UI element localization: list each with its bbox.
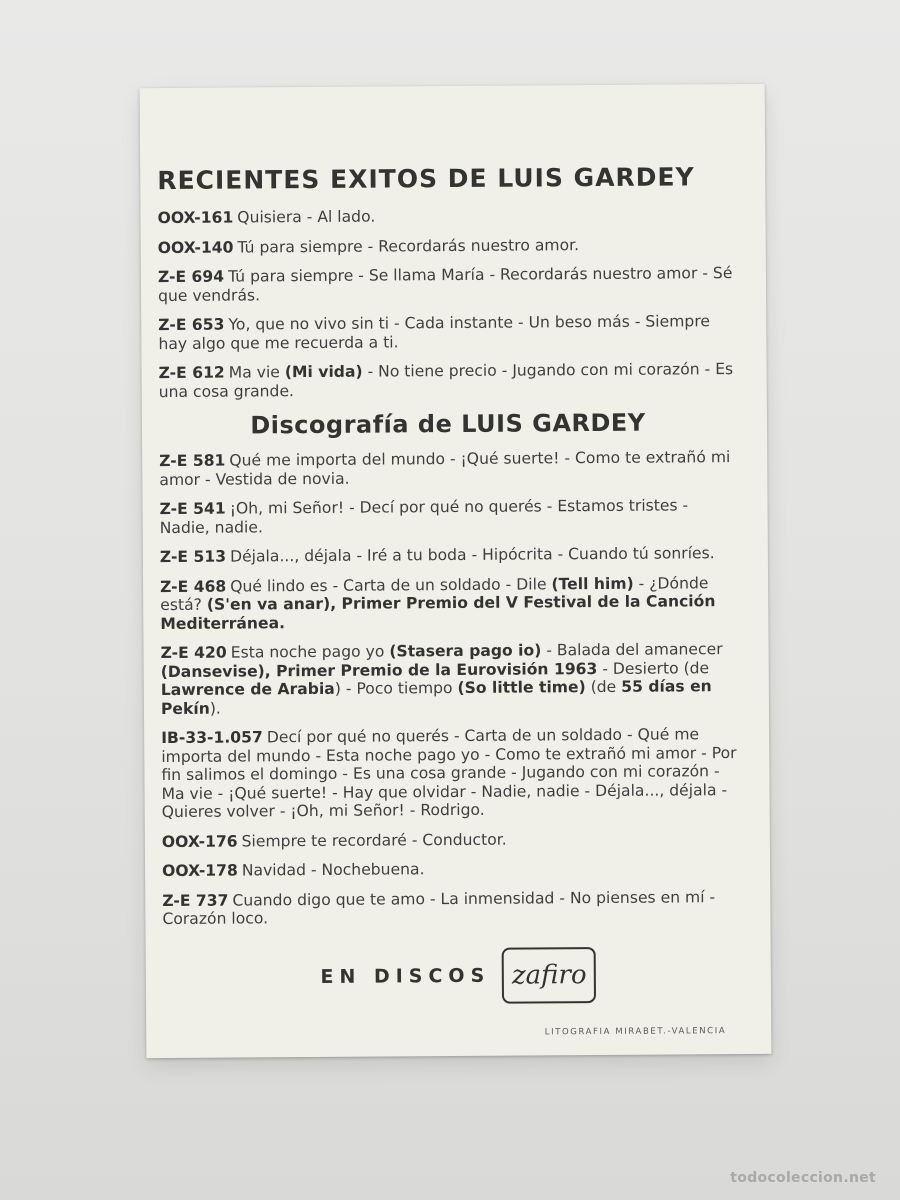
song-titles: Yo, que no vivo sin ti - Cada instante - Un beso más - Siempre hay algo que me recuerda a ti. bbox=[158, 312, 711, 353]
catalog-number: Z-E 737 bbox=[162, 891, 229, 910]
song-titles: - No tiene precio - Jugando con mi corazón - Es una cosa grande. bbox=[158, 360, 734, 401]
catalog-number: Z-E 513 bbox=[159, 547, 227, 567]
catalog-entry bbox=[162, 858, 740, 881]
song-title-emphasis: 55 días en Pekín bbox=[160, 677, 712, 718]
catalog-entry bbox=[159, 448, 737, 489]
song-titles: Esta noche pago yo bbox=[230, 642, 390, 662]
catalog-entry bbox=[157, 205, 735, 228]
catalog-entry bbox=[160, 574, 738, 634]
catalog-number: Z-E 468 bbox=[160, 577, 227, 596]
song-titles: - ¿Dónde está? bbox=[160, 573, 709, 615]
song-title-emphasis: (So little time) bbox=[457, 678, 586, 697]
catalog-entry bbox=[158, 312, 736, 353]
catalog-number: Z-E 612 bbox=[158, 363, 225, 383]
song-title-emphasis: (Stasera pago io) bbox=[389, 641, 542, 661]
catalog-entry bbox=[162, 829, 740, 852]
song-titles: ) - Poco tiempo bbox=[334, 678, 458, 698]
song-titles: Déjala..., déjala - Iré a tu boda - Hipócrita - Cuando tú sonríes. bbox=[229, 544, 715, 566]
card-content bbox=[157, 162, 740, 940]
watermark: todocoleccion.net bbox=[730, 1170, 876, 1186]
catalog-number: Z-E 581 bbox=[159, 451, 226, 471]
catalog-number: OOX-140 bbox=[157, 238, 234, 257]
song-titles: Qué me importa del mundo - ¡Qué suerte! - Como te extrañó mi amor - Vestida de novia. bbox=[159, 448, 731, 489]
song-titles: Ma vie bbox=[228, 363, 285, 382]
song-title-emphasis: (S'en va anar), Primer Premio del V Festival de la Canción Mediterránea. bbox=[160, 592, 716, 633]
song-titles: - Desierto (de bbox=[597, 658, 710, 678]
recent-hits-list bbox=[157, 205, 736, 401]
song-title-emphasis: Lawrence de Arabia bbox=[160, 679, 335, 700]
catalog-number: OOX-178 bbox=[162, 861, 238, 881]
song-title-emphasis: (Mi vida) bbox=[284, 362, 363, 382]
song-titles: Decí por qué no querés - Carta de un soldado - Qué me importa del mundo - Esta noche pago yo - Como te extrañó mi amor - Por fin salimos el domingo - Es una cosa grande - Jugando con mi corazón - Ma vie - ¡Qué suerte! - Hay que olvidar - Nadie, nadie - Déjala..., déjala - Quieres volver - ¡Oh, mi Señor! - Rodrigo. bbox=[161, 725, 737, 822]
catalog-entry bbox=[160, 544, 738, 567]
discography-list bbox=[159, 448, 740, 929]
catalog-number: IB-33-1.057 bbox=[161, 728, 263, 748]
catalog-entry bbox=[162, 888, 740, 929]
record-card bbox=[140, 84, 772, 1058]
label-footer bbox=[146, 946, 771, 1006]
catalog-entry bbox=[158, 235, 736, 258]
catalog-entry bbox=[161, 725, 740, 822]
catalog-entry bbox=[159, 496, 737, 537]
song-titles: - Balada del amanecer bbox=[541, 640, 723, 660]
zafiro-logo-text: zafiro bbox=[511, 960, 587, 991]
catalog-number: Z-E 694 bbox=[157, 267, 225, 287]
song-titles: ¡Oh, mi Señor! - Decí por qué no querés - Estamos tristes - Nadie, nadie. bbox=[159, 496, 689, 537]
discography-title: Discografía de LUIS GARDEY bbox=[250, 408, 646, 440]
catalog-entry bbox=[159, 360, 737, 401]
song-title-emphasis: (Dansevise), Primer Premio de la Eurovisión 1963 bbox=[160, 659, 598, 681]
song-titles: (de bbox=[585, 677, 622, 697]
song-title-emphasis: (Tell him) bbox=[551, 574, 634, 593]
catalog-number: OOX-161 bbox=[157, 208, 234, 228]
song-titles: ). bbox=[209, 699, 221, 718]
song-titles: Tú para siempre - Recordarás nuestro amor. bbox=[237, 235, 580, 257]
catalog-number: OOX-176 bbox=[161, 832, 238, 851]
catalog-entry bbox=[158, 264, 736, 305]
song-titles: Siempre te recordaré - Conductor. bbox=[241, 830, 507, 850]
en-discos-label: EN DISCOS bbox=[320, 964, 491, 988]
recent-hits-title: RECIENTES EXITOS DE LUIS GARDEY bbox=[157, 162, 695, 196]
catalog-number: Z-E 653 bbox=[158, 315, 225, 335]
zafiro-logo-icon bbox=[502, 947, 596, 1004]
song-titles: Tú para siempre - Se llama María - Recordarás nuestro amor - Sé que vendrás. bbox=[158, 264, 733, 305]
song-titles: Qué lindo es - Carta de un soldado - Dile bbox=[230, 574, 552, 596]
song-titles: Cuando digo que te amo - La inmensidad - No pienses en mí - Corazón loco. bbox=[162, 887, 716, 929]
catalog-entry bbox=[161, 640, 740, 718]
song-titles: Navidad - Nochebuena. bbox=[241, 860, 425, 880]
catalog-number: Z-E 541 bbox=[159, 499, 226, 519]
song-titles: Quisiera - Al lado. bbox=[237, 207, 376, 227]
printer-credit: LITOGRAFIA MIRABET.-VALENCIA bbox=[544, 1026, 727, 1038]
catalog-number: Z-E 420 bbox=[160, 643, 227, 663]
